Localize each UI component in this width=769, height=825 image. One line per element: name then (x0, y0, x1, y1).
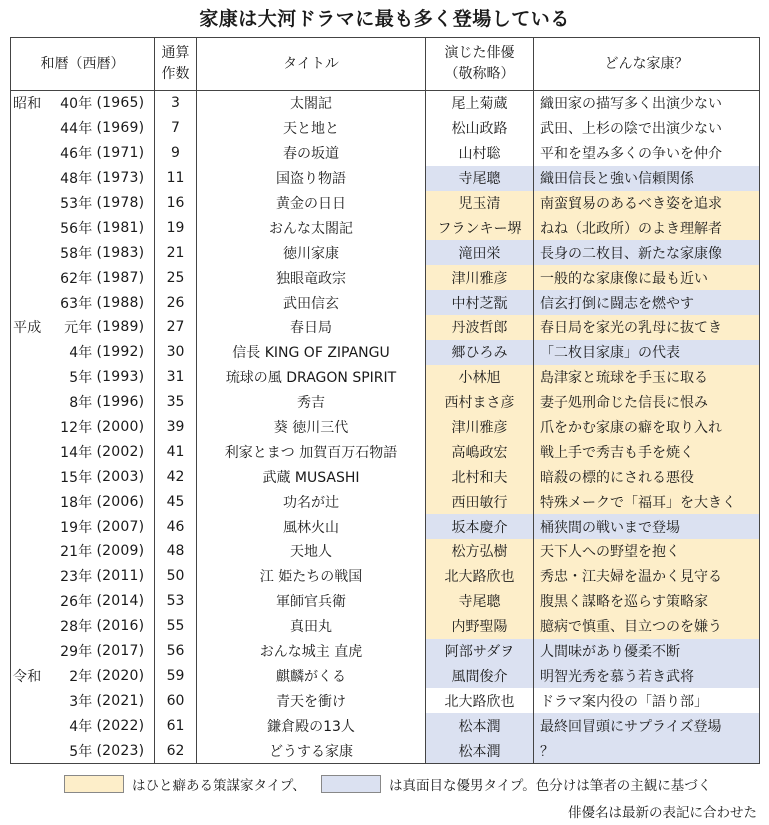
description-cell: 天下人への野望を抱く (534, 539, 760, 564)
series-number-cell: 45 (155, 489, 197, 514)
description-cell: ドラマ案内役の「語り部」 (534, 688, 760, 713)
drama-title-cell: 江 姫たちの戦国 (197, 564, 426, 589)
year-cell: 3年 (69, 693, 93, 710)
year-cell: 4年 (69, 345, 93, 362)
era-cell (11, 614, 51, 639)
series-number-cell: 31 (155, 365, 197, 390)
era-cell (11, 738, 51, 763)
western-year-cell: (1988) (95, 290, 155, 315)
header-count-line1: 通算 (161, 45, 190, 61)
table-row (11, 116, 760, 141)
description-cell: 臆病で慎重、目立つのを嫌う (534, 614, 760, 639)
drama-title-cell: 麒麟がくる (197, 663, 426, 688)
table-row (11, 564, 760, 589)
western-year-cell: (2017) (95, 639, 155, 664)
drama-title-cell: 功名が辻 (197, 489, 426, 514)
description-cell: 南蛮貿易のあるべき姿を追求 (534, 191, 760, 216)
table-row (11, 464, 760, 489)
table-row (11, 290, 760, 315)
actor-cell: 滝田栄 (426, 240, 534, 265)
table-row (11, 663, 760, 688)
series-number-cell: 7 (155, 116, 197, 141)
year-cell: 8年 (69, 395, 93, 412)
western-year-cell: (2020) (95, 663, 155, 688)
year-cell: 14年 (60, 444, 93, 461)
year-cell: 28年 (60, 619, 93, 636)
actor-cell: 高嶋政宏 (426, 439, 534, 464)
year-cell: 56年 (60, 220, 93, 237)
western-year-cell: (1993) (95, 365, 155, 390)
era-cell (11, 340, 51, 365)
western-year-cell: (2011) (95, 564, 155, 589)
description-cell: 織田信長と強い信頼関係 (534, 166, 760, 191)
drama-title-cell: 徳川家康 (197, 240, 426, 265)
description-cell: 桶狭間の戦いまで登場 (534, 514, 760, 539)
year-cell: 48年 (60, 171, 93, 188)
year-cell: 5年 (69, 370, 93, 387)
actor-cell: 小林旭 (426, 365, 534, 390)
actor-cell: 津川雅彦 (426, 415, 534, 440)
year-cell: 63年 (60, 295, 93, 312)
series-number-cell: 27 (155, 315, 197, 340)
drama-title-cell: 秀吉 (197, 390, 426, 415)
footnote: 俳優名は最新の表記に合わせた (568, 805, 757, 821)
header-title: タイトル (197, 38, 426, 91)
series-number-cell: 42 (155, 464, 197, 489)
western-year-cell: (1992) (95, 340, 155, 365)
table-row (11, 514, 760, 539)
series-number-cell: 9 (155, 141, 197, 166)
actor-cell: 北大路欣也 (426, 688, 534, 713)
actor-cell: 尾上菊蔵 (426, 91, 534, 116)
description-cell: 爪をかむ家康の癖を取り入れ (534, 415, 760, 440)
era-cell (11, 489, 51, 514)
era-cell (11, 439, 51, 464)
actor-cell: 山村聡 (426, 141, 534, 166)
series-number-cell: 41 (155, 439, 197, 464)
drama-title-cell: 真田丸 (197, 614, 426, 639)
table-row (11, 141, 760, 166)
header-actor-line1: 演じた俳優 (444, 45, 515, 61)
western-year-cell: (1978) (95, 191, 155, 216)
description-cell: 戦上手で秀吉も手を焼く (534, 439, 760, 464)
series-number-cell: 19 (155, 215, 197, 240)
year-cell: 5年 (51, 738, 95, 763)
actor-cell: 松本潤 (426, 713, 534, 738)
actor-cell: 坂本慶介 (426, 514, 534, 539)
actor-cell: 郷ひろみ (426, 340, 534, 365)
actor-cell: 北大路欣也 (426, 564, 534, 589)
western-year-cell: (2002) (95, 439, 155, 464)
actor-cell: 丹波哲郎 (426, 315, 534, 340)
year-cell: 26年 (60, 594, 93, 611)
series-number-cell: 50 (155, 564, 197, 589)
year-cell: 19年 (60, 519, 93, 536)
table-row (11, 639, 760, 664)
actor-cell: 松本潤 (426, 738, 534, 763)
year-cell: 21年 (60, 544, 93, 561)
actor-cell: 寺尾聰 (426, 166, 534, 191)
drama-title-cell: 武田信玄 (197, 290, 426, 315)
era-cell (11, 116, 51, 141)
header-row (11, 38, 760, 91)
actor-cell: 中村芝翫 (426, 290, 534, 315)
series-number-cell: 11 (155, 166, 197, 191)
western-year-cell: (1969) (95, 116, 155, 141)
table-row (11, 265, 760, 290)
series-number-cell: 3 (155, 91, 197, 116)
drama-title-cell: 黄金の日日 (197, 191, 426, 216)
drama-title-cell: 利家とまつ 加賀百万石物語 (197, 439, 426, 464)
header-count-line2: 作数 (161, 66, 190, 82)
series-number-cell: 21 (155, 240, 197, 265)
era-cell: 平成 (11, 315, 51, 340)
western-year-cell: (1996) (95, 390, 155, 415)
era-cell: 令和 (11, 663, 51, 688)
western-year-cell: (2014) (95, 589, 155, 614)
year-cell: 44年 (60, 121, 93, 138)
table-row (11, 439, 760, 464)
table-row (11, 340, 760, 365)
description-cell: 信玄打倒に闘志を燃やす (534, 290, 760, 315)
era-cell (11, 464, 51, 489)
actor-cell: 児玉清 (426, 191, 534, 216)
era-cell (11, 589, 51, 614)
description-cell: ？ (534, 738, 760, 763)
series-number-cell: 48 (155, 539, 197, 564)
year-cell: 58年 (60, 245, 93, 262)
table-row (11, 91, 760, 116)
western-year-cell: (2009) (95, 539, 155, 564)
western-year-cell: (1965) (95, 91, 155, 116)
description-cell: 腹黒く謀略を巡らす策略家 (534, 589, 760, 614)
western-year-cell: (1989) (95, 315, 155, 340)
actor-cell: 内野聖陽 (426, 614, 534, 639)
table-row (11, 539, 760, 564)
table-row (11, 614, 760, 639)
western-year-cell: (2021) (95, 688, 155, 713)
drama-title-cell: 独眼竜政宗 (197, 265, 426, 290)
year-cell: 53年 (60, 196, 93, 212)
actor-cell: 寺尾聰 (426, 589, 534, 614)
drama-title-cell: 太閤記 (197, 91, 426, 116)
actor-cell: 西村まさ彦 (426, 390, 534, 415)
description-cell: 秀忠・江夫婦を温かく見守る (534, 564, 760, 589)
table-row (11, 713, 760, 738)
era-cell (11, 141, 51, 166)
era-cell (11, 166, 51, 191)
drama-title-cell: 信長 KING OF ZIPANGU (197, 340, 426, 365)
series-number-cell: 55 (155, 614, 197, 639)
series-number-cell: 35 (155, 390, 197, 415)
legend (64, 771, 764, 795)
western-year-cell: (1981) (95, 215, 155, 240)
drama-title-cell: 春の坂道 (197, 141, 426, 166)
table-row (11, 215, 760, 240)
series-number-cell: 46 (155, 514, 197, 539)
actor-cell: 阿部サダヲ (426, 639, 534, 664)
description-cell: 特殊メークで「福耳」を大きく (534, 489, 760, 514)
series-number-cell: 39 (155, 415, 197, 440)
actor-cell: フランキー堺 (426, 215, 534, 240)
year-cell: 18年 (60, 494, 93, 511)
table-row (11, 166, 760, 191)
series-number-cell: 62 (155, 738, 197, 763)
drama-title-cell: 天地人 (197, 539, 426, 564)
western-year-cell: (1971) (95, 141, 155, 166)
header-desc: どんな家康？ (534, 38, 760, 91)
era-cell (11, 390, 51, 415)
year-cell: 元年 (64, 320, 93, 337)
description-cell: 織田家の描写多く出演少ない (534, 91, 760, 116)
series-number-cell: 53 (155, 589, 197, 614)
era-cell (11, 240, 51, 265)
year-cell: 29年 (60, 644, 93, 661)
table-row (11, 489, 760, 514)
table-row (11, 415, 760, 440)
western-year-cell: (2007) (95, 514, 155, 539)
ieyasu-taiga-table (10, 37, 760, 764)
year-cell: 40年 (60, 96, 93, 113)
drama-title-cell: 風林火山 (197, 514, 426, 539)
actor-cell: 風間俊介 (426, 663, 534, 688)
year-cell: 12年 (60, 420, 93, 437)
era-cell (11, 215, 51, 240)
description-cell: 島津家と琉球を手玉に取る (534, 365, 760, 390)
description-cell: 一般的な家康像に最も近い (534, 265, 760, 290)
description-cell: 妻子処刑命じた信長に恨み (534, 390, 760, 415)
drama-title-cell: どうする家康 (197, 738, 426, 763)
western-year-cell: (2000) (95, 415, 155, 440)
description-cell: 最終回冒頭にサプライズ登場 (534, 713, 760, 738)
header-count (155, 38, 197, 91)
actor-cell: 津川雅彦 (426, 265, 534, 290)
era-cell (11, 514, 51, 539)
table-row (11, 738, 760, 763)
description-cell: 明智光秀を慕う若き武将 (534, 663, 760, 688)
year-cell: 4年 (69, 718, 93, 735)
era-cell (11, 415, 51, 440)
series-number-cell: 61 (155, 713, 197, 738)
era-cell (11, 365, 51, 390)
era-cell (11, 539, 51, 564)
legend-blue-swatch (321, 775, 381, 793)
western-year-cell: (2016) (95, 614, 155, 639)
actor-cell: 松方弘樹 (426, 539, 534, 564)
drama-title-cell: 武蔵 MUSASHI (197, 464, 426, 489)
drama-title-cell: おんな太閤記 (197, 215, 426, 240)
drama-title-cell: 国盗り物語 (197, 166, 426, 191)
era-cell (11, 191, 51, 216)
actor-cell: 松山政路 (426, 116, 534, 141)
header-actor (426, 38, 534, 91)
header-calendar: 和暦（西暦） (11, 38, 155, 91)
year-cell: 62年 (60, 270, 93, 287)
era-cell (11, 713, 51, 738)
era-cell (11, 290, 51, 315)
description-cell: 武田、上杉の陰で出演少ない (534, 116, 760, 141)
header-actor-line2: （敬称略） (444, 66, 515, 82)
table-row (11, 240, 760, 265)
western-year-cell: (2023) (95, 738, 155, 763)
western-year-cell: (1973) (95, 166, 155, 191)
drama-title-cell: 青天を衝け (197, 688, 426, 713)
series-number-cell: 30 (155, 340, 197, 365)
table-row (11, 191, 760, 216)
page-title: 家康は大河ドラマに最も多く登場している (199, 8, 570, 30)
actor-cell: 北村和夫 (426, 464, 534, 489)
series-number-cell: 60 (155, 688, 197, 713)
era-cell: 昭和 (11, 91, 51, 116)
description-cell: 人間味があり優柔不断 (534, 639, 760, 664)
actor-cell: 西田敏行 (426, 489, 534, 514)
drama-title-cell: 琉球の風 DRAGON SPIRIT (197, 365, 426, 390)
drama-title-cell: 春日局 (197, 315, 426, 340)
western-year-cell: (1983) (95, 240, 155, 265)
era-cell (11, 688, 51, 713)
era-cell (11, 265, 51, 290)
series-number-cell: 25 (155, 265, 197, 290)
legend-tan-text: はひと癖ある策謀家タイプ、 (132, 778, 306, 794)
description-cell: 「二枚目家康」の代表 (534, 340, 760, 365)
legend-blue-text: は真面目な優男タイプ。色分けは筆者の主観に基づく (389, 778, 712, 794)
western-year-cell: (2006) (95, 489, 155, 514)
drama-title-cell: 鎌倉殿の13人 (197, 713, 426, 738)
drama-title-cell: 天と地と (197, 116, 426, 141)
series-number-cell: 16 (155, 191, 197, 216)
description-cell: ねね（北政所）のよき理解者 (534, 215, 760, 240)
legend-tan-swatch (64, 775, 124, 793)
drama-title-cell: 葵 徳川三代 (197, 415, 426, 440)
western-year-cell: (2003) (95, 464, 155, 489)
table-row (11, 688, 760, 713)
year-cell: 46年 (60, 146, 93, 163)
description-cell: 長身の二枚目、新たな家康像 (534, 240, 760, 265)
western-year-cell: (1987) (95, 265, 155, 290)
drama-title-cell: 軍師官兵衛 (197, 589, 426, 614)
year-cell: 2年 (69, 668, 93, 685)
year-cell: 23年 (60, 569, 93, 586)
series-number-cell: 56 (155, 639, 197, 664)
table-row (11, 365, 760, 390)
era-cell (11, 564, 51, 589)
era-cell (11, 639, 51, 664)
year-cell: 15年 (60, 469, 93, 486)
series-number-cell: 26 (155, 290, 197, 315)
description-cell: 暗殺の標的にされる悪役 (534, 464, 760, 489)
description-cell: 平和を望み多くの争いを仲介 (534, 141, 760, 166)
table-row (11, 589, 760, 614)
western-year-cell: (2022) (95, 713, 155, 738)
description-cell: 春日局を家光の乳母に抜てき (534, 315, 760, 340)
table-row (11, 390, 760, 415)
drama-title-cell: おんな城主 直虎 (197, 639, 426, 664)
table-row (11, 315, 760, 340)
series-number-cell: 59 (155, 663, 197, 688)
